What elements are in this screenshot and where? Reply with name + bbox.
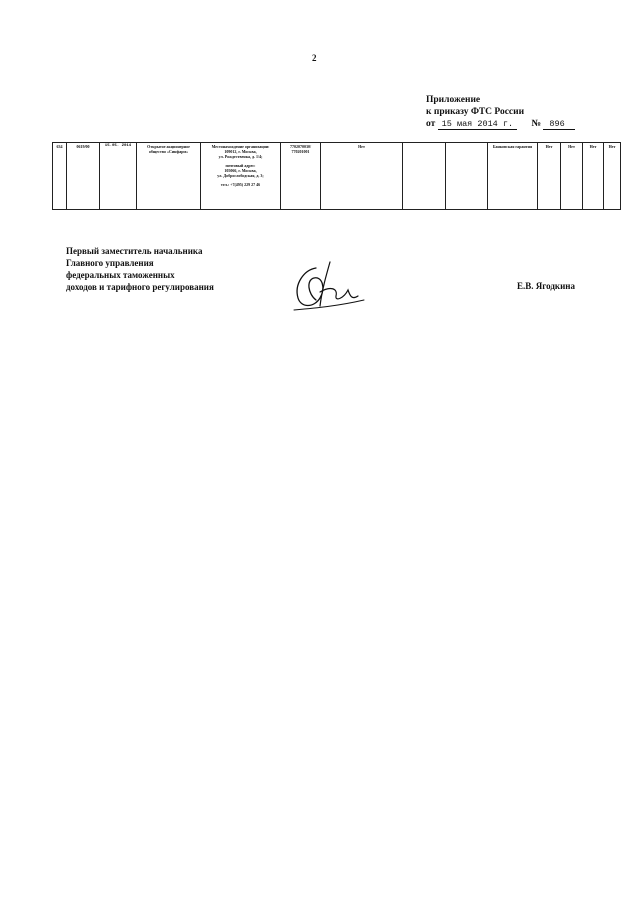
address-line: почтовый адрес: (225, 163, 256, 168)
cell-col11: Нет (561, 143, 583, 210)
page-number: 2 (312, 53, 317, 63)
cell-guarantee: Банковская гарантия (488, 143, 538, 210)
address-phone: тел.: +7(495) 229 27 46 (220, 182, 261, 187)
address-line: ул. Рождественка, д. 1/4; (218, 154, 263, 159)
appendix-order-ref: к приказу ФТС России (426, 107, 525, 117)
cell-registry-code: 0619/00 (67, 143, 100, 210)
cell-address (201, 143, 281, 210)
order-from-label: от (426, 119, 436, 129)
signer-title-line: Первый заместитель начальника (66, 246, 203, 256)
cell-inn-kpp: 7702070030/ 770201001 (281, 143, 321, 210)
cell-col12: Нет (583, 143, 604, 210)
address-line: Местонахождение организации: (211, 144, 270, 149)
order-details (426, 118, 575, 130)
cell-col7 (403, 143, 446, 210)
address-line: 109012, г. Москва, (224, 149, 257, 154)
address-line: 105066, г. Москва, (224, 168, 257, 173)
cell-organization-name: Открытое акционерное общество «Синфарм» (137, 143, 201, 210)
cell-number: 634 (53, 143, 67, 210)
address-line: ул. Доброслободская, д. 3; (217, 173, 264, 178)
handwritten-signature (286, 258, 368, 314)
order-number: 896 (543, 119, 574, 130)
order-number-label: № (531, 119, 542, 129)
signer-title (66, 245, 214, 293)
table-row (53, 143, 621, 210)
cell-col10: Нет (538, 143, 561, 210)
signer-title-line: доходов и тарифного регулирования (66, 282, 214, 292)
cell-col13: Нет (604, 143, 621, 210)
registry-table (52, 142, 621, 210)
appendix-title: Приложение (426, 95, 481, 105)
appendix-header (426, 94, 575, 130)
order-date: 15 мая 2014 г. (438, 119, 517, 130)
signer-title-line: федеральных таможенных (66, 270, 175, 280)
cell-col8 (446, 143, 488, 210)
cell-col6: Нет (321, 143, 403, 210)
signer-name: Е.В. Ягодкина (517, 281, 575, 291)
cell-date: 15.05. 2014 (100, 143, 137, 210)
signer-title-line: Главного управления (66, 258, 154, 268)
